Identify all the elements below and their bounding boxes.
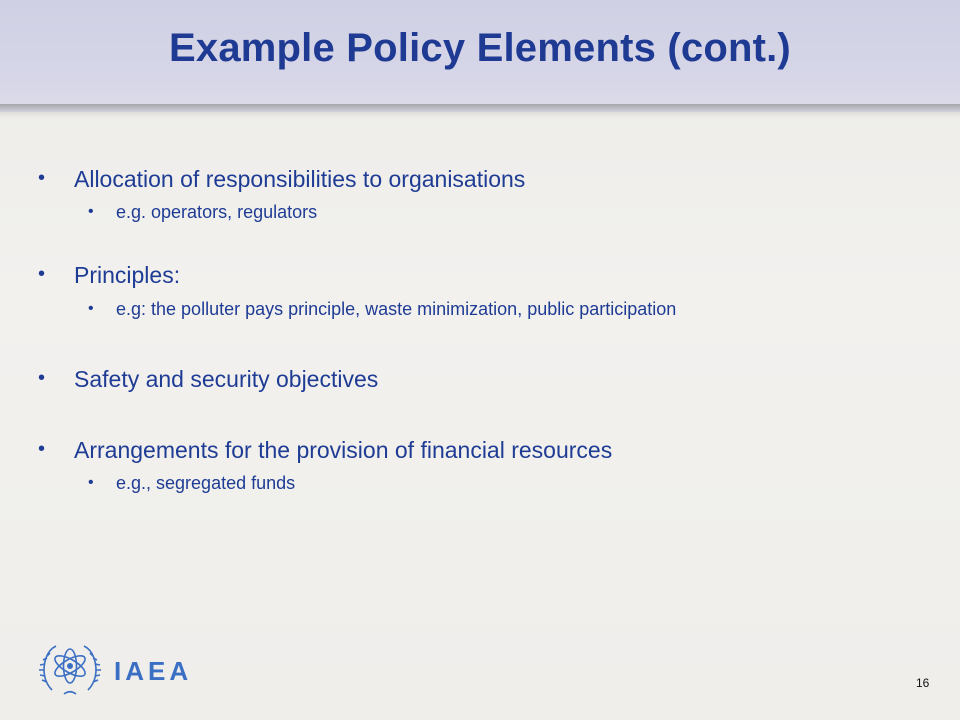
sub-bullet-text: e.g. operators, regulators [116, 202, 318, 222]
sub-bullet-dot-icon: • [88, 474, 94, 491]
slide-title: Example Policy Elements (cont.) [169, 26, 791, 70]
bullet-text: Principles: [74, 262, 181, 288]
sub-bullet-text: e.g: the polluter pays principle, waste minimization, public participation [116, 299, 677, 319]
bullet-text: Allocation of responsibilities to organisations [74, 166, 526, 192]
sub-bullet-dot-icon: • [88, 203, 94, 220]
bullet-dot-icon: • [38, 438, 46, 460]
sub-bullet-dot-icon: • [88, 300, 94, 317]
bullet-text: Safety and security objectives [74, 366, 379, 392]
bullet-text: Arrangements for the provision of financial resources [74, 437, 613, 463]
iaea-logo-text: IAEA [114, 656, 193, 686]
iaea-emblem-icon [38, 636, 102, 700]
bullet-dot-icon: • [38, 167, 46, 189]
bullet-dot-icon: • [38, 263, 46, 285]
bullet-dot-icon: • [38, 367, 46, 389]
sub-bullet-text: e.g., segregated funds [116, 473, 296, 493]
page-number: 16 [916, 676, 930, 690]
